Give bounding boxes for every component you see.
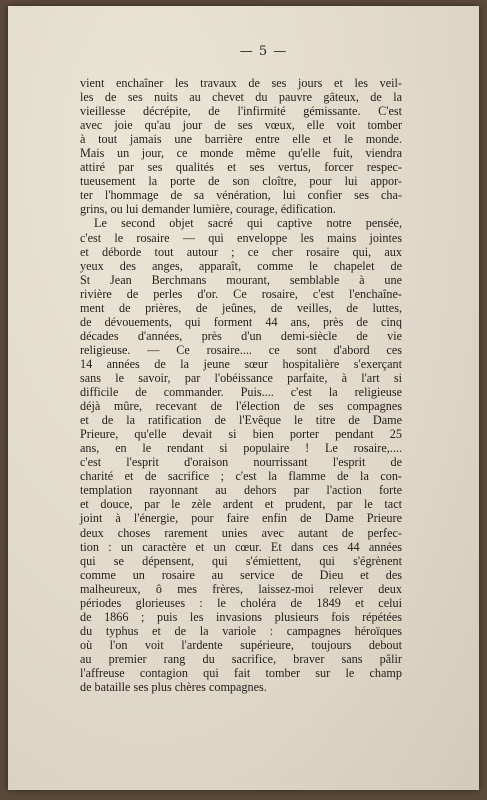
text-line: tion : un caractère et un cœur. Et dans ces 44 années — [80, 539, 402, 554]
text-line: sans le savoir, par l'obéissance parfaite, à l'art si — [80, 370, 402, 385]
text-line: et déborde tout autour ; ce cher rosaire qui, aux — [80, 244, 402, 259]
text-line: rivière de perles d'or. Ce rosaire, c'est l'enchaîne- — [80, 286, 402, 301]
text-line: templation rayonnant au dehors par l'action forte — [80, 483, 402, 498]
text-line: charité et de sacrifice ; c'est la flamme de la con- — [80, 469, 402, 484]
text-line: ans, en le rendant si populaire ! Le rosaire,.... — [80, 441, 402, 456]
text-line: avec joie qu'au jour de ses vœux, elle voit tomber — [80, 118, 402, 133]
text-line: où l'on voit l'ardente supérieure, toujours debout — [80, 637, 402, 652]
text-line: c'est l'esprit d'oraison nourrissant l'esprit de — [80, 455, 402, 470]
text-line: grins, ou lui demander lumière, courage, édification. — [80, 202, 336, 217]
text-line: au premier rang du sacrifice, braver sans pâlir — [80, 651, 402, 666]
text-line: St Jean Berchmans mourant, semblable à une — [80, 272, 402, 287]
book-page — [8, 6, 479, 790]
text-line: de dévouements, qui forment 44 ans, près de cinq — [80, 314, 402, 329]
text-line: et douce, par le zèle ardent et prudent, par le tact — [80, 497, 402, 512]
text-line: tueusement la porte de son cloître, pour lui appor- — [80, 174, 402, 189]
text-line: yeux des anges, apparaît, comme le chapelet de — [80, 258, 402, 273]
text-line: Mais un jour, ce monde même qu'elle fuit, viendra — [80, 146, 402, 161]
text-line: ment de prières, de jeûnes, de veilles, de luttes, — [80, 300, 402, 315]
text-line: ter l'hommage de sa vénération, lui confier ses cha- — [80, 188, 402, 203]
text-line: périodes glorieuses : le choléra de 1849 et celui — [80, 595, 402, 610]
text-line: de bataille ses plus chères compagnes. — [80, 680, 267, 695]
text-line: joint à l'énergie, pour faire enfin de Dame Prieure — [80, 511, 402, 526]
text-line: l'affreuse contagion qui fait tomber sur le champ — [80, 665, 402, 680]
page-number: — 5 — — [239, 44, 288, 59]
text-line: Le second objet sacré qui captive notre pensée, — [94, 216, 402, 231]
text-line: comme un rosaire au service de Dieu et des — [80, 567, 402, 582]
text-line: décades d'années, près d'un demi-siècle de vie — [80, 328, 402, 343]
text-line: vient enchaîner les travaux de ses jours et les veil- — [80, 76, 402, 90]
text-line: Prieure, qu'elle devait si bien porter pendant 25 — [80, 427, 402, 442]
body-text — [80, 76, 402, 694]
text-line: difficile de commander. Puis.... c'est la religieuse — [80, 385, 402, 400]
text-line: du typhus et de la variole : campagnes héroïques — [80, 623, 402, 638]
text-line: deux choses rarement unies avec autant de perfec- — [80, 525, 402, 540]
text-line: vieillesse décrépite, de l'infirmité gémissante. C'est — [80, 104, 402, 119]
text-line: déjà mûre, recevant de l'élection de ses compagnes — [80, 399, 402, 414]
text-line: malheureux, ô mes frères, laissez-moi relever deux — [80, 581, 402, 596]
text-line: 14 années de la jeune sœur hospitalière s'exerçant — [80, 356, 402, 371]
text-line: et de la ratification de l'Evêque le titre de Dame — [80, 413, 402, 428]
text-line: les de ses nuits au chevet du pauvre gâteux, de la — [80, 90, 402, 105]
text-line: qui se dépensent, qui s'émiettent, qui s'égrènent — [80, 553, 402, 568]
text-line: religieuse. — Ce rosaire.... ce sont d'abord ces — [80, 342, 402, 357]
text-line: attiré par ses qualités et ses vertus, forcer respec- — [80, 160, 402, 175]
text-line: à tout jamais une barrière entre elle et le monde. — [80, 132, 402, 147]
text-line: de 1866 ; puis les invasions plusieurs fois répétées — [80, 609, 402, 624]
text-line: c'est le rosaire — qui enveloppe les mains jointes — [80, 230, 402, 245]
